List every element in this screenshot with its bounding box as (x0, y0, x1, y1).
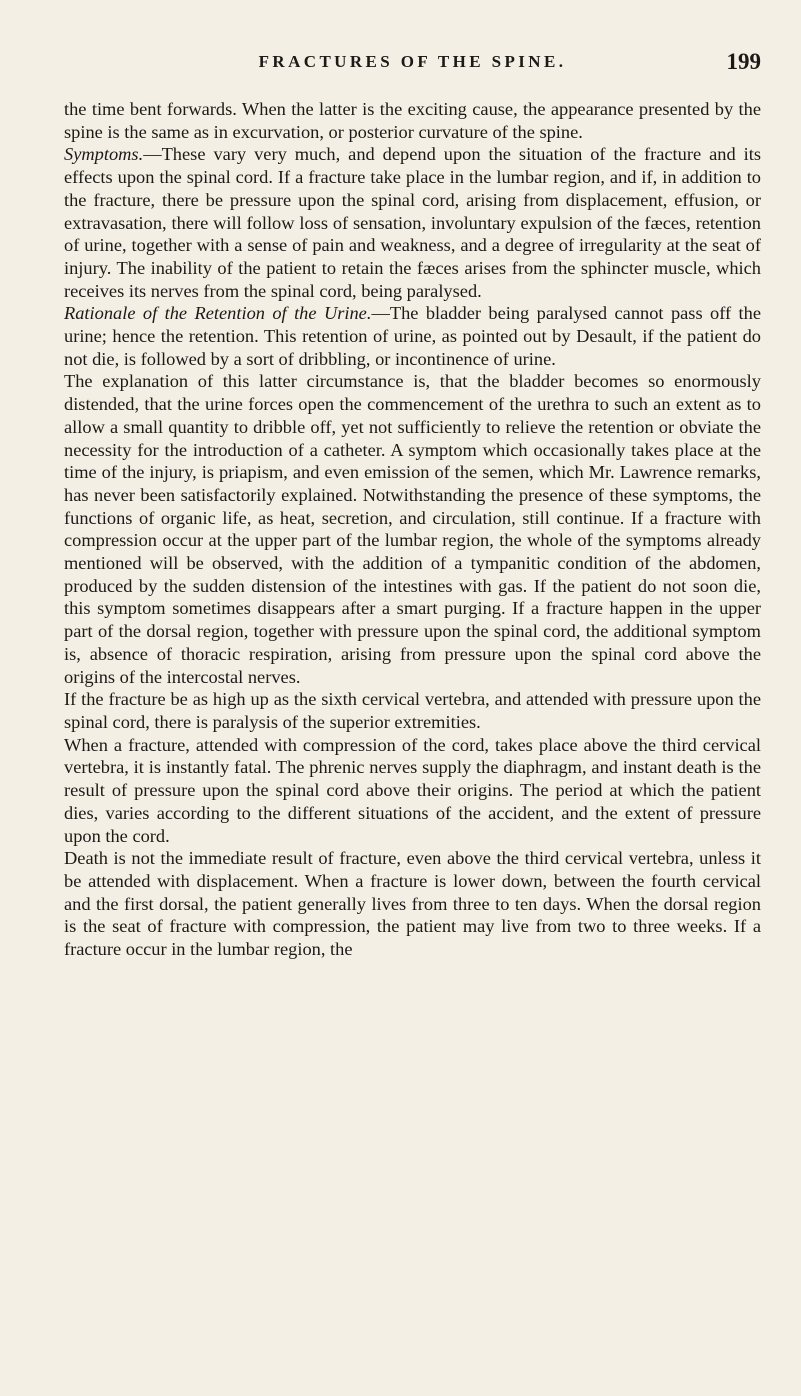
paragraph-text: —These vary very much, and depend upon the situation of the fracture and its effects upon the spinal cord. If a fracture take place in the lumbar region, and if, in addition to the fracture, there be pressure upon the spinal cord, arising from displacement, effusion, or extravasation, there will follow loss of sensation, involuntary expulsion of the fæces, retention of urine, together with a sense of pain and weakness, and a degree of irregularity at the seat of injury. The inability of the patient to retain the fæces arises from the sphincter muscle, which receives its nerves from the spinal cord, being paralysed. (64, 144, 761, 301)
paragraph-text: —The bladder being paralysed cannot pass off the urine; hence the retention. This retention of urine, as pointed out by Desault, if the patient do not die, is followed by a sort of dribbling, or incontinence of urine. (64, 303, 761, 369)
paragraph (64, 734, 761, 848)
paragraph-text: If the fracture be as high up as the sixth cervical vertebra, and attended with pressure upon the spinal cord, there is paralysis of the superior extremities. (64, 689, 761, 732)
paragraph-heading: Rationale of the Retention of the Urine. (64, 303, 372, 324)
paragraph-heading: Symptoms. (64, 144, 144, 165)
body-text (64, 98, 761, 961)
paragraph (64, 302, 761, 370)
paragraph (64, 688, 761, 733)
paragraph (64, 98, 761, 143)
paragraph (64, 847, 761, 961)
page-number: 199 (726, 49, 761, 74)
running-header (64, 49, 761, 86)
paragraph-text: Death is not the immediate result of fracture, even above the third cervical vertebra, unless it be attended with displacement. When a fracture is lower down, between the fourth cervical and the first dorsal, the patient generally lives from three to ten days. When the dorsal region is the seat of fracture with compression, the patient may live from two to three weeks. If a fracture occur in the lumbar region, the (64, 848, 761, 960)
paragraph (64, 370, 761, 688)
paragraph (64, 143, 761, 302)
running-title: FRACTURES OF THE SPINE. (258, 52, 567, 71)
paragraph-text: The explanation of this latter circumstance is, that the bladder becomes so enormously distended, that the urine forces open the commencement of the urethra to such an extent as to allow a small quantity to dribble off, yet not sufficiently to relieve the retention or obviate the necessity for the introduction of a catheter. A symptom which occasionally takes place at the time of the injury, is priapism, and even emission of the semen, which Mr. Lawrence remarks, has never been satisfactorily explained. Notwithstanding the presence of these symptoms, the functions of organic life, as heat, secretion, and circulation, still continue. If a fracture with compression occur at the upper part of the lumbar region, the whole of the symptoms already mentioned will be observed, with the addition of a tympanitic condition of the abdomen, produced by the sudden distension of the intestines with gas. If the patient do not soon die, this symptom sometimes disappears after a smart purging. If a fracture happen in the upper part of the dorsal region, together with pressure upon the spinal cord, the additional symptom is, absence of thoracic respiration, arising from pressure upon the spinal cord above the origins of the intercostal nerves. (64, 371, 761, 687)
paragraph-text: When a fracture, attended with compression of the cord, takes place above the third cervical vertebra, it is instantly fatal. The phrenic nerves supply the diaphragm, and instant death is the result of pressure upon the spinal cord above their origins. The period at which the patient dies, varies according to the different situations of the accident, and the extent of pressure upon the cord. (64, 734, 761, 846)
paragraph-text: the time bent forwards. When the latter is the exciting cause, the appearance presented by the spine is the same as in excurvation, or posterior curvature of the spine. (64, 99, 761, 142)
